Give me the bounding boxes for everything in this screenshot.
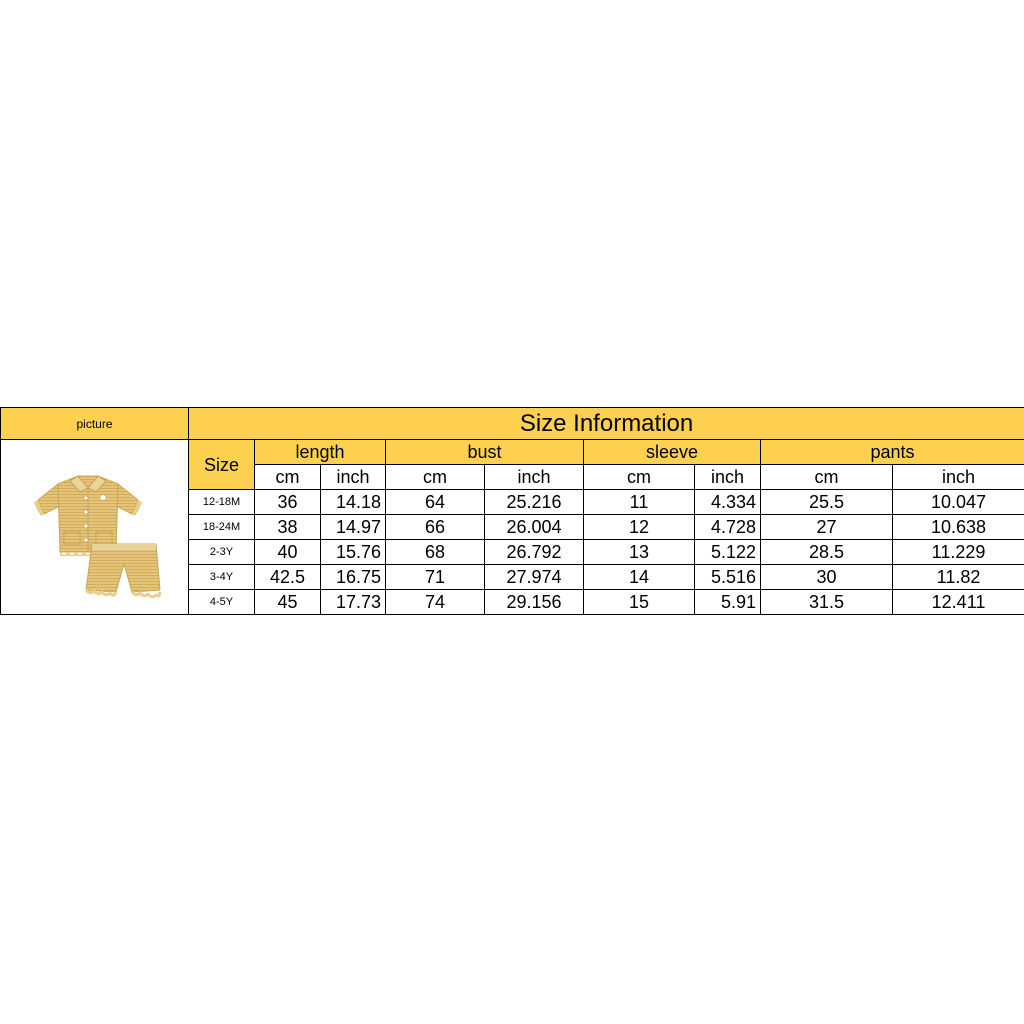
unit-header: cm: [386, 465, 485, 490]
measurement-cell: 5.91: [695, 590, 761, 615]
size-label: 4-5Y: [189, 590, 255, 615]
size-label: 12-18M: [189, 490, 255, 515]
measurement-cell: 31.5: [761, 590, 893, 615]
measurement-cell: 74: [386, 590, 485, 615]
group-header-sleeve: sleeve: [584, 440, 761, 465]
unit-header: inch: [695, 465, 761, 490]
measurement-cell: 27.974: [485, 565, 584, 590]
product-image: [20, 452, 170, 602]
measurement-cell: 14.97: [321, 515, 386, 540]
measurement-cell: 40: [255, 540, 321, 565]
measurement-cell: 11.229: [893, 540, 1024, 565]
measurement-cell: 11.82: [893, 565, 1024, 590]
unit-header: cm: [255, 465, 321, 490]
unit-header: inch: [485, 465, 584, 490]
measurement-cell: 25.5: [761, 490, 893, 515]
size-label: 2-3Y: [189, 540, 255, 565]
unit-header: inch: [321, 465, 386, 490]
measurement-cell: 12: [584, 515, 695, 540]
product-picture-cell: [1, 440, 189, 615]
measurement-cell: 27: [761, 515, 893, 540]
measurement-cell: 64: [386, 490, 485, 515]
measurement-cell: 14.18: [321, 490, 386, 515]
measurement-cell: 15.76: [321, 540, 386, 565]
group-header-pants: pants: [761, 440, 1024, 465]
unit-header: cm: [584, 465, 695, 490]
group-header-length: length: [255, 440, 386, 465]
measurement-cell: 29.156: [485, 590, 584, 615]
measurement-cell: 30: [761, 565, 893, 590]
measurement-cell: 25.216: [485, 490, 584, 515]
measurement-cell: 5.516: [695, 565, 761, 590]
measurement-cell: 17.73: [321, 590, 386, 615]
measurement-cell: 10.638: [893, 515, 1024, 540]
measurement-cell: 26.792: [485, 540, 584, 565]
measurement-cell: 68: [386, 540, 485, 565]
measurement-cell: 45: [255, 590, 321, 615]
measurement-cell: 4.334: [695, 490, 761, 515]
measurement-cell: 5.122: [695, 540, 761, 565]
measurement-cell: 14: [584, 565, 695, 590]
size-label: 3-4Y: [189, 565, 255, 590]
measurement-cell: 16.75: [321, 565, 386, 590]
measurement-cell: 13: [584, 540, 695, 565]
measurement-cell: 4.728: [695, 515, 761, 540]
unit-header: cm: [761, 465, 893, 490]
measurement-cell: 71: [386, 565, 485, 590]
size-label: 18-24M: [189, 515, 255, 540]
unit-header: inch: [893, 465, 1024, 490]
measurement-cell: 38: [255, 515, 321, 540]
size-chart-table: [0, 407, 1024, 615]
table-title: Size Information: [189, 408, 1024, 440]
measurement-cell: 12.411: [893, 590, 1024, 615]
group-header-bust: bust: [386, 440, 584, 465]
measurement-cell: 10.047: [893, 490, 1024, 515]
picture-header: picture: [1, 408, 189, 440]
measurement-cell: 11: [584, 490, 695, 515]
measurement-cell: 15: [584, 590, 695, 615]
measurement-cell: 28.5: [761, 540, 893, 565]
measurement-cell: 42.5: [255, 565, 321, 590]
measurement-cell: 36: [255, 490, 321, 515]
measurement-cell: 26.004: [485, 515, 584, 540]
size-header: Size: [189, 440, 255, 490]
measurement-cell: 66: [386, 515, 485, 540]
